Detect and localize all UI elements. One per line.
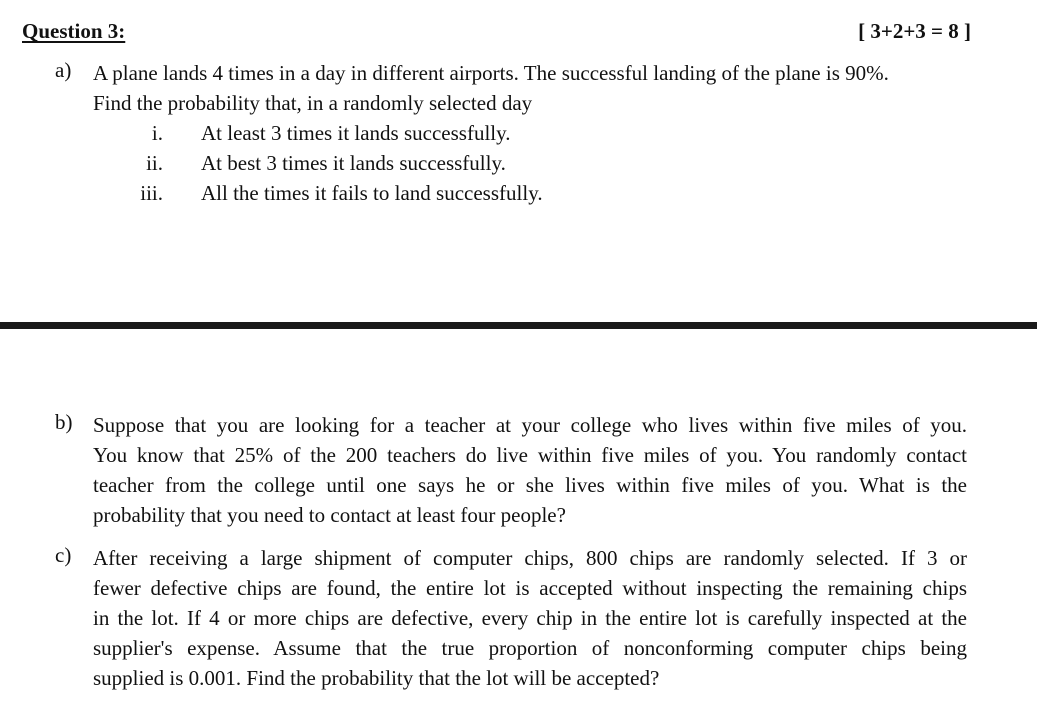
part-b-text [93, 410, 967, 530]
part-c-line: in the lot. If 4 or more chips are defective, every chip in the entire lot is carefully inspected at the [93, 606, 967, 630]
part-b-line: probability that you need to contact at least four people? [93, 503, 566, 527]
part-b-letter: b) [55, 410, 73, 434]
part-b-line: You know that 25% of the 200 teachers do live within five miles of you. You randomly contact [93, 443, 967, 467]
subquestion-number: i. [151, 121, 163, 145]
part-a-line: A plane lands 4 times in a day in different airports. The successful landing of the plane is 90%. [93, 61, 889, 85]
part-c-line: supplied is 0.001. Find the probability that the lot will be accepted? [93, 666, 660, 690]
part-c-letter: c) [55, 543, 72, 567]
part-c-text [93, 543, 967, 693]
part-a-text [93, 58, 993, 118]
part-c-line: supplier's expense. Assume that the true proportion of nonconforming computer chips being [93, 636, 967, 660]
part-c-line: fewer defective chips are found, the entire lot is accepted without inspecting the remaining chips [93, 576, 967, 600]
subquestion-text: All the times it fails to land successfully. [201, 181, 543, 205]
question-title: Question 3: [22, 19, 126, 43]
part-b-line: teacher from the college until one says he or she lives within five miles of you. What is the [93, 473, 967, 497]
question-marks: [ 3+2+3 = 8 ] [858, 19, 971, 43]
part-b-line: Suppose that you are looking for a teacher at your college who lives within five miles of you. [93, 413, 967, 437]
subquestion-number: iii. [140, 181, 163, 205]
part-a-line: Find the probability that, in a randomly selected day [93, 91, 533, 115]
subquestion-text: At least 3 times it lands successfully. [201, 121, 511, 145]
part-a-letter: a) [55, 58, 72, 82]
subquestion-number: ii. [146, 151, 163, 175]
subquestion-text: At best 3 times it lands successfully. [201, 151, 506, 175]
section-divider [0, 322, 1037, 329]
part-c-line: After receiving a large shipment of computer chips, 800 chips are randomly selected. If 3 or [93, 546, 967, 570]
